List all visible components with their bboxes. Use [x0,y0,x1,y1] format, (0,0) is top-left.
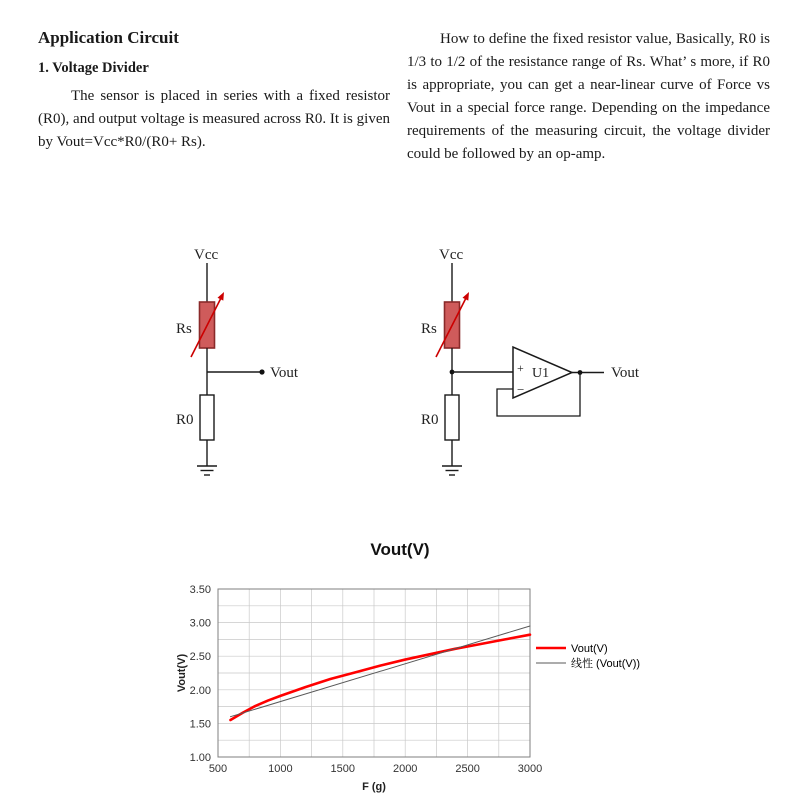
u1-label: U1 [532,366,550,381]
circuit-diagrams [0,245,800,495]
y-tick-label: 2.50 [189,651,211,664]
x-axis-title: F (g) [362,781,386,793]
y-tick-label: 3.50 [189,584,211,596]
ground-icon [197,466,217,475]
subsection-title: 1. Voltage Divider [38,60,149,76]
y-tick-label: 2.00 [189,684,211,697]
left-paragraph: The sensor is placed in series with a fixed resistor (R0), and output voltage is measured across R0. It is given by Vout=Vcc*R0/(R0+ Rs). [38,88,390,150]
circuit-voltage-divider [176,247,299,475]
resistor-r0 [200,395,214,440]
right-paragraph: How to define the fixed resistor value, Basically, R0 is 1/3 to 1/2 of the resistance range of Rs. What’ s more, if R0 is appropriate, you can get a near-linear curve of Force vs Vout in a special force range. Depending on the impedance requirements of the measuring circuit, the voltage divider could be followed by an op-amp. [407,31,770,162]
y-tick-label: 1.00 [189,752,211,764]
legend-label: Vout(V) [571,643,608,655]
rs-label: Rs [176,321,192,337]
y-axis-title: Vout(V) [176,653,188,693]
vcc-label: Vcc [439,247,464,263]
ground-icon [442,466,462,475]
x-tick-label: 2000 [392,763,418,775]
legend-label: 线性 (Vout(V)) [571,658,641,670]
x-tick-label: 3000 [517,763,543,775]
vout-label: Vout [611,365,640,381]
opamp-minus-input: − [517,382,525,397]
x-tick-label: 500 [208,763,228,775]
section-title: Application Circuit [38,28,179,47]
junction-dot [259,369,264,374]
vout-label: Vout [270,365,299,381]
y-tick-label: 1.50 [189,718,211,731]
vcc-label: Vcc [194,247,219,263]
resistor-r0 [445,395,459,440]
x-tick-label: 1000 [268,763,293,775]
opamp-plus-input: + [517,361,524,375]
variable-arrowhead [218,292,225,301]
left-column [38,28,390,166]
rs-label: Rs [421,321,437,337]
r0-label: R0 [176,412,194,428]
vout-force-chart [0,558,800,800]
y-tick-label: 3.00 [189,617,211,630]
r0-label: R0 [421,412,439,428]
x-tick-label: 2500 [455,763,480,775]
chart-title: Vout(V) [370,540,430,559]
right-column [407,28,770,166]
variable-arrowhead [463,292,470,301]
circuit-divider-opamp [421,247,640,475]
text-columns [38,28,770,166]
x-tick-label: 1500 [330,763,356,775]
series-line-0 [230,635,530,720]
